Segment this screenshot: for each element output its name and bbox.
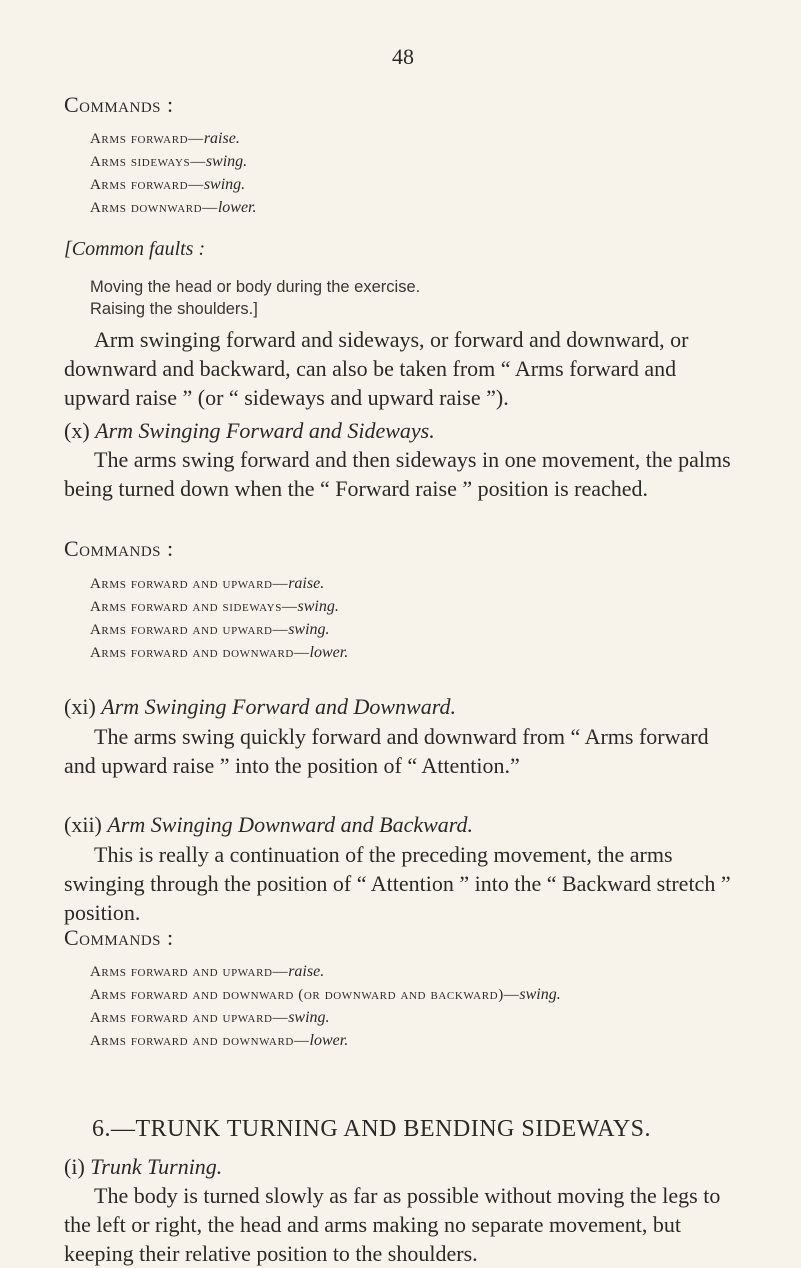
paragraph: The arms swing forward and then sideways in one movement, the palms being turned down when the “ Forward raise ” position is reached. <box>64 447 731 501</box>
command-line: Arms forward and downward (or downward and backward)—swing. <box>90 986 561 1003</box>
paragraph: This is really a continuation of the preceding movement, the arms swinging through the position of “ Attention ” into the “ Backward stretch ” position. <box>64 842 731 925</box>
command-line: Arms forward and upward—swing. <box>90 1009 330 1026</box>
command-line: Arms forward and upward—raise. <box>90 963 325 980</box>
fault-item: Raising the shoulders.] <box>90 300 258 318</box>
section-heading-xi: (xi) Arm Swinging Forward and Downward. <box>64 694 456 719</box>
section-heading-i: (i) Trunk Turning. <box>64 1154 223 1179</box>
paragraph: Arm swinging forward and sideways, or forward and downward, or downward and backward, can also be taken from “ Arms forward and upward raise ” (or “ sideways and upward raise ”). <box>64 327 689 410</box>
command-line: Arms forward and upward—swing. <box>90 621 330 638</box>
command-line: Arms downward—lower. <box>90 199 257 216</box>
common-faults-heading: [Common faults : <box>64 238 206 260</box>
commands-heading: Commands : <box>64 92 174 117</box>
command-line: Arms forward and sideways—swing. <box>90 598 339 615</box>
paragraph: The body is turned slowly as far as possible without moving the legs to the left or right, the head and arms making no separate movement, but keeping their relative position to the shoulders. <box>64 1183 721 1266</box>
command-line: Arms sideways—swing. <box>90 153 248 170</box>
chapter-heading: 6.—TRUNK TURNING AND BENDING SIDEWAYS. <box>92 1116 652 1142</box>
paragraph: The arms swing quickly forward and downward from “ Arms forward and upward raise ” into the position of “ Attention.” <box>64 724 709 778</box>
commands-heading: Commands : <box>64 925 174 950</box>
command-line: Arms forward—swing. <box>90 176 246 193</box>
command-line: Arms forward and downward—lower. <box>90 1032 349 1049</box>
commands-heading: Commands : <box>64 536 174 561</box>
command-line: Arms forward—raise. <box>90 130 240 147</box>
page-number: 48 <box>392 44 414 69</box>
section-heading-xii: (xii) Arm Swinging Downward and Backward. <box>64 812 474 837</box>
command-line: Arms forward and upward—raise. <box>90 575 325 592</box>
section-heading-x: (x) Arm Swinging Forward and Sideways. <box>64 418 435 443</box>
fault-item: Moving the head or body during the exercise. <box>90 278 421 296</box>
command-line: Arms forward and downward—lower. <box>90 644 349 661</box>
